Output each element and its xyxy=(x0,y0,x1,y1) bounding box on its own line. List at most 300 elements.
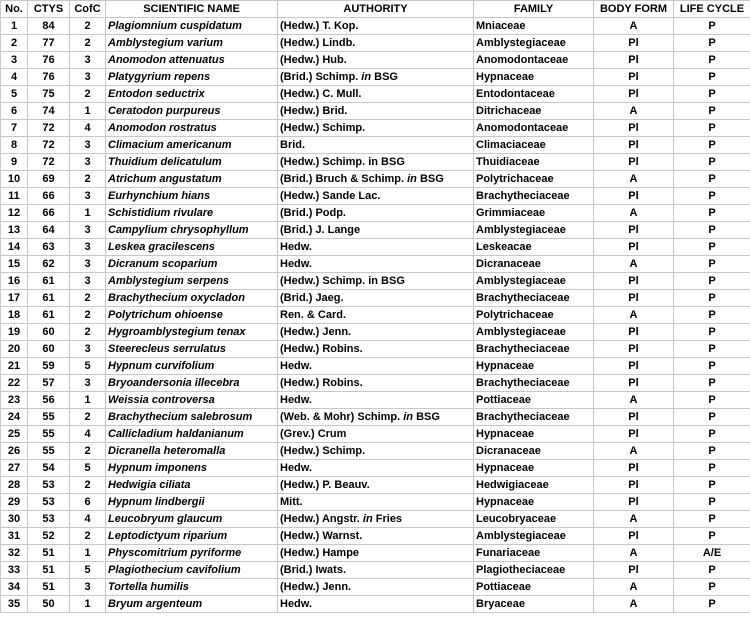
cell-body-form: Pl xyxy=(594,477,674,494)
cell-life-cycle: P xyxy=(674,188,750,205)
table-row xyxy=(1,375,750,392)
cell-life-cycle: P xyxy=(674,460,750,477)
cell-no: 2 xyxy=(1,35,28,52)
cell-cofc: 3 xyxy=(70,256,106,273)
cell-ctys: 57 xyxy=(28,375,70,392)
cell-life-cycle: P xyxy=(674,18,750,35)
cell-body-form: Pl xyxy=(594,188,674,205)
table-row xyxy=(1,528,750,545)
cell-ctys: 66 xyxy=(28,205,70,222)
table-row xyxy=(1,171,750,188)
table-row xyxy=(1,307,750,324)
cell-no: 10 xyxy=(1,171,28,188)
cell-authority: (Brid.) Podp. xyxy=(278,205,474,222)
cell-cofc: 5 xyxy=(70,358,106,375)
cell-scientific-name: Plagiothecium cavifolium xyxy=(106,562,278,579)
cell-authority: Hedw. xyxy=(278,256,474,273)
cell-ctys: 53 xyxy=(28,511,70,528)
cell-ctys: 51 xyxy=(28,562,70,579)
cell-authority: (Hedw.) Robins. xyxy=(278,341,474,358)
cell-life-cycle: P xyxy=(674,596,750,613)
cell-body-form: A xyxy=(594,443,674,460)
table-row xyxy=(1,596,750,613)
cell-cofc: 3 xyxy=(70,222,106,239)
cell-authority: (Hedw.) Jenn. xyxy=(278,579,474,596)
cell-ctys: 52 xyxy=(28,528,70,545)
cell-cofc: 2 xyxy=(70,324,106,341)
cell-family: Leucobryaceae xyxy=(474,511,594,528)
cell-life-cycle: P xyxy=(674,511,750,528)
cell-ctys: 72 xyxy=(28,154,70,171)
cell-no: 30 xyxy=(1,511,28,528)
cell-no: 20 xyxy=(1,341,28,358)
cell-no: 28 xyxy=(1,477,28,494)
cell-scientific-name: Callicladium haldanianum xyxy=(106,426,278,443)
cell-scientific-name: Hypnum curvifolium xyxy=(106,358,278,375)
cell-no: 24 xyxy=(1,409,28,426)
cell-authority: (Brid.) Iwats. xyxy=(278,562,474,579)
cell-life-cycle: P xyxy=(674,443,750,460)
cell-body-form: A xyxy=(594,596,674,613)
cell-family: Entodontaceae xyxy=(474,86,594,103)
cell-family: Dicranaceae xyxy=(474,256,594,273)
cell-scientific-name: Dicranum scoparium xyxy=(106,256,278,273)
cell-life-cycle: P xyxy=(674,154,750,171)
cell-body-form: A xyxy=(594,579,674,596)
cell-scientific-name: Hypnum lindbergii xyxy=(106,494,278,511)
cell-ctys: 76 xyxy=(28,69,70,86)
cell-family: Brachytheciaceae xyxy=(474,409,594,426)
cell-cofc: 1 xyxy=(70,392,106,409)
cell-no: 12 xyxy=(1,205,28,222)
cell-body-form: A xyxy=(594,511,674,528)
cell-family: Amblystegiaceae xyxy=(474,528,594,545)
cell-body-form: Pl xyxy=(594,375,674,392)
cell-ctys: 59 xyxy=(28,358,70,375)
table-row xyxy=(1,562,750,579)
cell-family: Polytrichaceae xyxy=(474,171,594,188)
cell-family: Hypnaceae xyxy=(474,69,594,86)
cell-cofc: 1 xyxy=(70,596,106,613)
cell-no: 34 xyxy=(1,579,28,596)
cell-scientific-name: Dicranella heteromalla xyxy=(106,443,278,460)
cell-family: Hypnaceae xyxy=(474,494,594,511)
cell-cofc: 5 xyxy=(70,460,106,477)
cell-life-cycle: P xyxy=(674,426,750,443)
cell-ctys: 53 xyxy=(28,477,70,494)
cell-life-cycle: P xyxy=(674,562,750,579)
cell-ctys: 64 xyxy=(28,222,70,239)
cell-cofc: 3 xyxy=(70,188,106,205)
table-row xyxy=(1,103,750,120)
cell-body-form: Pl xyxy=(594,494,674,511)
cell-body-form: A xyxy=(594,171,674,188)
cell-cofc: 1 xyxy=(70,205,106,222)
table-row xyxy=(1,86,750,103)
cell-family: Amblystegiaceae xyxy=(474,324,594,341)
cell-scientific-name: Hedwigia ciliata xyxy=(106,477,278,494)
cell-scientific-name: Polytrichum ohioense xyxy=(106,307,278,324)
table-row xyxy=(1,290,750,307)
cell-no: 13 xyxy=(1,222,28,239)
cell-body-form: Pl xyxy=(594,69,674,86)
cell-authority: (Hedw.) T. Kop. xyxy=(278,18,474,35)
cell-family: Thuidiaceae xyxy=(474,154,594,171)
cell-family: Hypnaceae xyxy=(474,426,594,443)
table-row xyxy=(1,341,750,358)
table-row xyxy=(1,324,750,341)
cell-ctys: 76 xyxy=(28,52,70,69)
cell-family: Amblystegiaceae xyxy=(474,222,594,239)
cell-scientific-name: Anomodon rostratus xyxy=(106,120,278,137)
cell-scientific-name: Leucobryum glaucum xyxy=(106,511,278,528)
cell-life-cycle: P xyxy=(674,358,750,375)
cell-body-form: Pl xyxy=(594,154,674,171)
cell-ctys: 72 xyxy=(28,137,70,154)
table-row xyxy=(1,426,750,443)
cell-life-cycle: P xyxy=(674,205,750,222)
cell-no: 11 xyxy=(1,188,28,205)
cell-cofc: 2 xyxy=(70,35,106,52)
cell-cofc: 3 xyxy=(70,137,106,154)
cell-life-cycle: P xyxy=(674,103,750,120)
cell-body-form: Pl xyxy=(594,528,674,545)
cell-cofc: 3 xyxy=(70,154,106,171)
table-row xyxy=(1,154,750,171)
cell-cofc: 4 xyxy=(70,426,106,443)
cell-no: 19 xyxy=(1,324,28,341)
cell-no: 5 xyxy=(1,86,28,103)
cell-body-form: Pl xyxy=(594,137,674,154)
cell-scientific-name: Atrichum angustatum xyxy=(106,171,278,188)
cell-cofc: 1 xyxy=(70,545,106,562)
cell-family: Plagiotheciaceae xyxy=(474,562,594,579)
cell-family: Leskeacae xyxy=(474,239,594,256)
cell-no: 17 xyxy=(1,290,28,307)
table-body xyxy=(1,18,750,613)
cell-family: Pottiaceae xyxy=(474,579,594,596)
cell-authority: (Brid.) Schimp. in BSG xyxy=(278,69,474,86)
cell-life-cycle: P xyxy=(674,69,750,86)
cell-no: 1 xyxy=(1,18,28,35)
cell-scientific-name: Schistidium rivulare xyxy=(106,205,278,222)
cell-body-form: Pl xyxy=(594,426,674,443)
cell-no: 22 xyxy=(1,375,28,392)
cell-family: Anomodontaceae xyxy=(474,52,594,69)
cell-no: 7 xyxy=(1,120,28,137)
cell-authority: (Hedw.) Jenn. xyxy=(278,324,474,341)
cell-authority: (Brid.) Jaeg. xyxy=(278,290,474,307)
cell-life-cycle: P xyxy=(674,86,750,103)
cell-cofc: 4 xyxy=(70,120,106,137)
cell-authority: (Hedw.) Hampe xyxy=(278,545,474,562)
cell-ctys: 77 xyxy=(28,35,70,52)
table-row xyxy=(1,69,750,86)
cell-body-form: A xyxy=(594,205,674,222)
cell-cofc: 2 xyxy=(70,290,106,307)
cell-no: 33 xyxy=(1,562,28,579)
cell-cofc: 3 xyxy=(70,69,106,86)
table-row xyxy=(1,273,750,290)
cell-ctys: 55 xyxy=(28,426,70,443)
table-row xyxy=(1,511,750,528)
cell-scientific-name: Hypnum imponens xyxy=(106,460,278,477)
cell-authority: (Hedw.) Angstr. in Fries xyxy=(278,511,474,528)
cell-life-cycle: P xyxy=(674,392,750,409)
cell-ctys: 55 xyxy=(28,409,70,426)
cell-family: Dicranaceae xyxy=(474,443,594,460)
cell-no: 26 xyxy=(1,443,28,460)
col-header-authority: AUTHORITY xyxy=(278,1,474,18)
cell-cofc: 3 xyxy=(70,273,106,290)
cell-ctys: 53 xyxy=(28,494,70,511)
cell-family: Ditrichaceae xyxy=(474,103,594,120)
cell-scientific-name: Platygyrium repens xyxy=(106,69,278,86)
cell-family: Funariaceae xyxy=(474,545,594,562)
cell-scientific-name: Weissia controversa xyxy=(106,392,278,409)
header-row xyxy=(1,1,750,18)
cell-no: 35 xyxy=(1,596,28,613)
cell-ctys: 62 xyxy=(28,256,70,273)
cell-no: 3 xyxy=(1,52,28,69)
cell-cofc: 2 xyxy=(70,409,106,426)
cell-body-form: Pl xyxy=(594,120,674,137)
col-header-family: FAMILY xyxy=(474,1,594,18)
cell-authority: (Grev.) Crum xyxy=(278,426,474,443)
cell-life-cycle: P xyxy=(674,52,750,69)
cell-ctys: 63 xyxy=(28,239,70,256)
cell-authority: Hedw. xyxy=(278,596,474,613)
cell-scientific-name: Leskea gracilescens xyxy=(106,239,278,256)
cell-body-form: Pl xyxy=(594,86,674,103)
cell-family: Mniaceae xyxy=(474,18,594,35)
cell-ctys: 72 xyxy=(28,120,70,137)
cell-no: 9 xyxy=(1,154,28,171)
cell-cofc: 3 xyxy=(70,341,106,358)
cell-life-cycle: P xyxy=(674,341,750,358)
cell-cofc: 1 xyxy=(70,103,106,120)
cell-cofc: 2 xyxy=(70,528,106,545)
cell-life-cycle: P xyxy=(674,307,750,324)
cell-family: Hypnaceae xyxy=(474,358,594,375)
cell-no: 29 xyxy=(1,494,28,511)
table-row xyxy=(1,137,750,154)
cell-authority: (Hedw.) Schimp. xyxy=(278,443,474,460)
col-header-scientific-name: SCIENTIFIC NAME xyxy=(106,1,278,18)
col-header-cofc: CofC xyxy=(70,1,106,18)
table-row xyxy=(1,494,750,511)
cell-life-cycle: P xyxy=(674,137,750,154)
cell-no: 18 xyxy=(1,307,28,324)
cell-scientific-name: Brachythecium salebrosum xyxy=(106,409,278,426)
cell-scientific-name: Plagiomnium cuspidatum xyxy=(106,18,278,35)
cell-no: 25 xyxy=(1,426,28,443)
cell-life-cycle: P xyxy=(674,290,750,307)
cell-authority: Brid. xyxy=(278,137,474,154)
cell-life-cycle: P xyxy=(674,324,750,341)
cell-authority: (Hedw.) Schimp. in BSG xyxy=(278,154,474,171)
cell-family: Polytrichaceae xyxy=(474,307,594,324)
cell-no: 23 xyxy=(1,392,28,409)
cell-ctys: 75 xyxy=(28,86,70,103)
cell-no: 15 xyxy=(1,256,28,273)
cell-ctys: 84 xyxy=(28,18,70,35)
cell-ctys: 50 xyxy=(28,596,70,613)
cell-authority: (Hedw.) Schimp. xyxy=(278,120,474,137)
cell-authority: (Hedw.) Sande Lac. xyxy=(278,188,474,205)
cell-life-cycle: P xyxy=(674,477,750,494)
cell-authority: Hedw. xyxy=(278,460,474,477)
cell-ctys: 66 xyxy=(28,188,70,205)
cell-authority: Ren. & Card. xyxy=(278,307,474,324)
cell-authority: (Hedw.) Lindb. xyxy=(278,35,474,52)
table-row xyxy=(1,120,750,137)
cell-body-form: Pl xyxy=(594,239,674,256)
cell-cofc: 6 xyxy=(70,494,106,511)
cell-body-form: A xyxy=(594,307,674,324)
cell-family: Climaciaceae xyxy=(474,137,594,154)
cell-ctys: 60 xyxy=(28,341,70,358)
cell-no: 31 xyxy=(1,528,28,545)
cell-ctys: 56 xyxy=(28,392,70,409)
table-row xyxy=(1,579,750,596)
cell-no: 6 xyxy=(1,103,28,120)
table-row xyxy=(1,477,750,494)
cell-life-cycle: P xyxy=(674,494,750,511)
cell-cofc: 5 xyxy=(70,562,106,579)
cell-body-form: A xyxy=(594,256,674,273)
cell-ctys: 55 xyxy=(28,443,70,460)
cell-no: 4 xyxy=(1,69,28,86)
table-row xyxy=(1,205,750,222)
cell-authority: (Hedw.) C. Mull. xyxy=(278,86,474,103)
cell-cofc: 2 xyxy=(70,307,106,324)
cell-life-cycle: P xyxy=(674,120,750,137)
cell-life-cycle: P xyxy=(674,239,750,256)
table-row xyxy=(1,460,750,477)
cell-family: Brachytheciaceae xyxy=(474,375,594,392)
cell-cofc: 2 xyxy=(70,477,106,494)
cell-family: Hypnaceae xyxy=(474,460,594,477)
cell-no: 27 xyxy=(1,460,28,477)
cell-family: Bryaceae xyxy=(474,596,594,613)
cell-family: Amblystegiaceae xyxy=(474,35,594,52)
cell-life-cycle: P xyxy=(674,222,750,239)
cell-scientific-name: Leptodictyum riparium xyxy=(106,528,278,545)
cell-authority: Hedw. xyxy=(278,239,474,256)
cell-body-form: A xyxy=(594,18,674,35)
cell-scientific-name: Tortella humilis xyxy=(106,579,278,596)
cell-authority: (Hedw.) Hub. xyxy=(278,52,474,69)
cell-body-form: A xyxy=(594,392,674,409)
cell-life-cycle: P xyxy=(674,409,750,426)
cell-scientific-name: Eurhynchium hians xyxy=(106,188,278,205)
cell-scientific-name: Campylium chrysophyllum xyxy=(106,222,278,239)
cell-body-form: Pl xyxy=(594,222,674,239)
cell-scientific-name: Physcomitrium pyriforme xyxy=(106,545,278,562)
cell-life-cycle: P xyxy=(674,528,750,545)
col-header-no: No. xyxy=(1,1,28,18)
col-header-life-cycle: LIFE CYCLE xyxy=(674,1,750,18)
cell-ctys: 54 xyxy=(28,460,70,477)
table-row xyxy=(1,35,750,52)
cell-body-form: Pl xyxy=(594,562,674,579)
cell-scientific-name: Bryum argenteum xyxy=(106,596,278,613)
cell-scientific-name: Thuidium delicatulum xyxy=(106,154,278,171)
cell-no: 21 xyxy=(1,358,28,375)
cell-life-cycle: P xyxy=(674,171,750,188)
table-row xyxy=(1,222,750,239)
cell-scientific-name: Amblystegium varium xyxy=(106,35,278,52)
cell-body-form: A xyxy=(594,103,674,120)
col-header-ctys: CTYS xyxy=(28,1,70,18)
cell-cofc: 3 xyxy=(70,52,106,69)
cell-scientific-name: Steerecleus serrulatus xyxy=(106,341,278,358)
table-row xyxy=(1,188,750,205)
cell-scientific-name: Amblystegium serpens xyxy=(106,273,278,290)
cell-ctys: 51 xyxy=(28,545,70,562)
cell-family: Grimmiaceae xyxy=(474,205,594,222)
cell-cofc: 2 xyxy=(70,171,106,188)
cell-body-form: Pl xyxy=(594,52,674,69)
cell-cofc: 4 xyxy=(70,511,106,528)
cell-family: Brachytheciaceae xyxy=(474,341,594,358)
cell-authority: Mitt. xyxy=(278,494,474,511)
cell-authority: (Hedw.) P. Beauv. xyxy=(278,477,474,494)
cell-scientific-name: Ceratodon purpureus xyxy=(106,103,278,120)
cell-cofc: 2 xyxy=(70,443,106,460)
cell-body-form: Pl xyxy=(594,273,674,290)
table-row xyxy=(1,392,750,409)
cell-family: Brachytheciaceae xyxy=(474,188,594,205)
cell-ctys: 74 xyxy=(28,103,70,120)
cell-authority: (Hedw.) Warnst. xyxy=(278,528,474,545)
cell-cofc: 2 xyxy=(70,86,106,103)
cell-life-cycle: P xyxy=(674,375,750,392)
cell-family: Hedwigiaceae xyxy=(474,477,594,494)
cell-ctys: 51 xyxy=(28,579,70,596)
cell-authority: (Hedw.) Brid. xyxy=(278,103,474,120)
cell-authority: (Web. & Mohr) Schimp. in BSG xyxy=(278,409,474,426)
cell-body-form: A xyxy=(594,545,674,562)
cell-authority: Hedw. xyxy=(278,358,474,375)
cell-family: Brachytheciaceae xyxy=(474,290,594,307)
cell-cofc: 3 xyxy=(70,579,106,596)
cell-scientific-name: Hygroamblystegium tenax xyxy=(106,324,278,341)
cell-no: 8 xyxy=(1,137,28,154)
cell-body-form: Pl xyxy=(594,324,674,341)
cell-life-cycle: P xyxy=(674,256,750,273)
cell-body-form: Pl xyxy=(594,290,674,307)
cell-cofc: 3 xyxy=(70,375,106,392)
cell-scientific-name: Brachythecium oxycladon xyxy=(106,290,278,307)
cell-body-form: Pl xyxy=(594,341,674,358)
cell-body-form: Pl xyxy=(594,409,674,426)
cell-family: Anomodontaceae xyxy=(474,120,594,137)
cell-no: 32 xyxy=(1,545,28,562)
cell-life-cycle: A/E xyxy=(674,545,750,562)
cell-family: Amblystegiaceae xyxy=(474,273,594,290)
cell-authority: Hedw. xyxy=(278,392,474,409)
cell-ctys: 61 xyxy=(28,273,70,290)
cell-ctys: 61 xyxy=(28,290,70,307)
cell-ctys: 61 xyxy=(28,307,70,324)
table-row xyxy=(1,409,750,426)
cell-life-cycle: P xyxy=(674,35,750,52)
cell-authority: (Brid.) J. Lange xyxy=(278,222,474,239)
table-row xyxy=(1,358,750,375)
cell-ctys: 69 xyxy=(28,171,70,188)
